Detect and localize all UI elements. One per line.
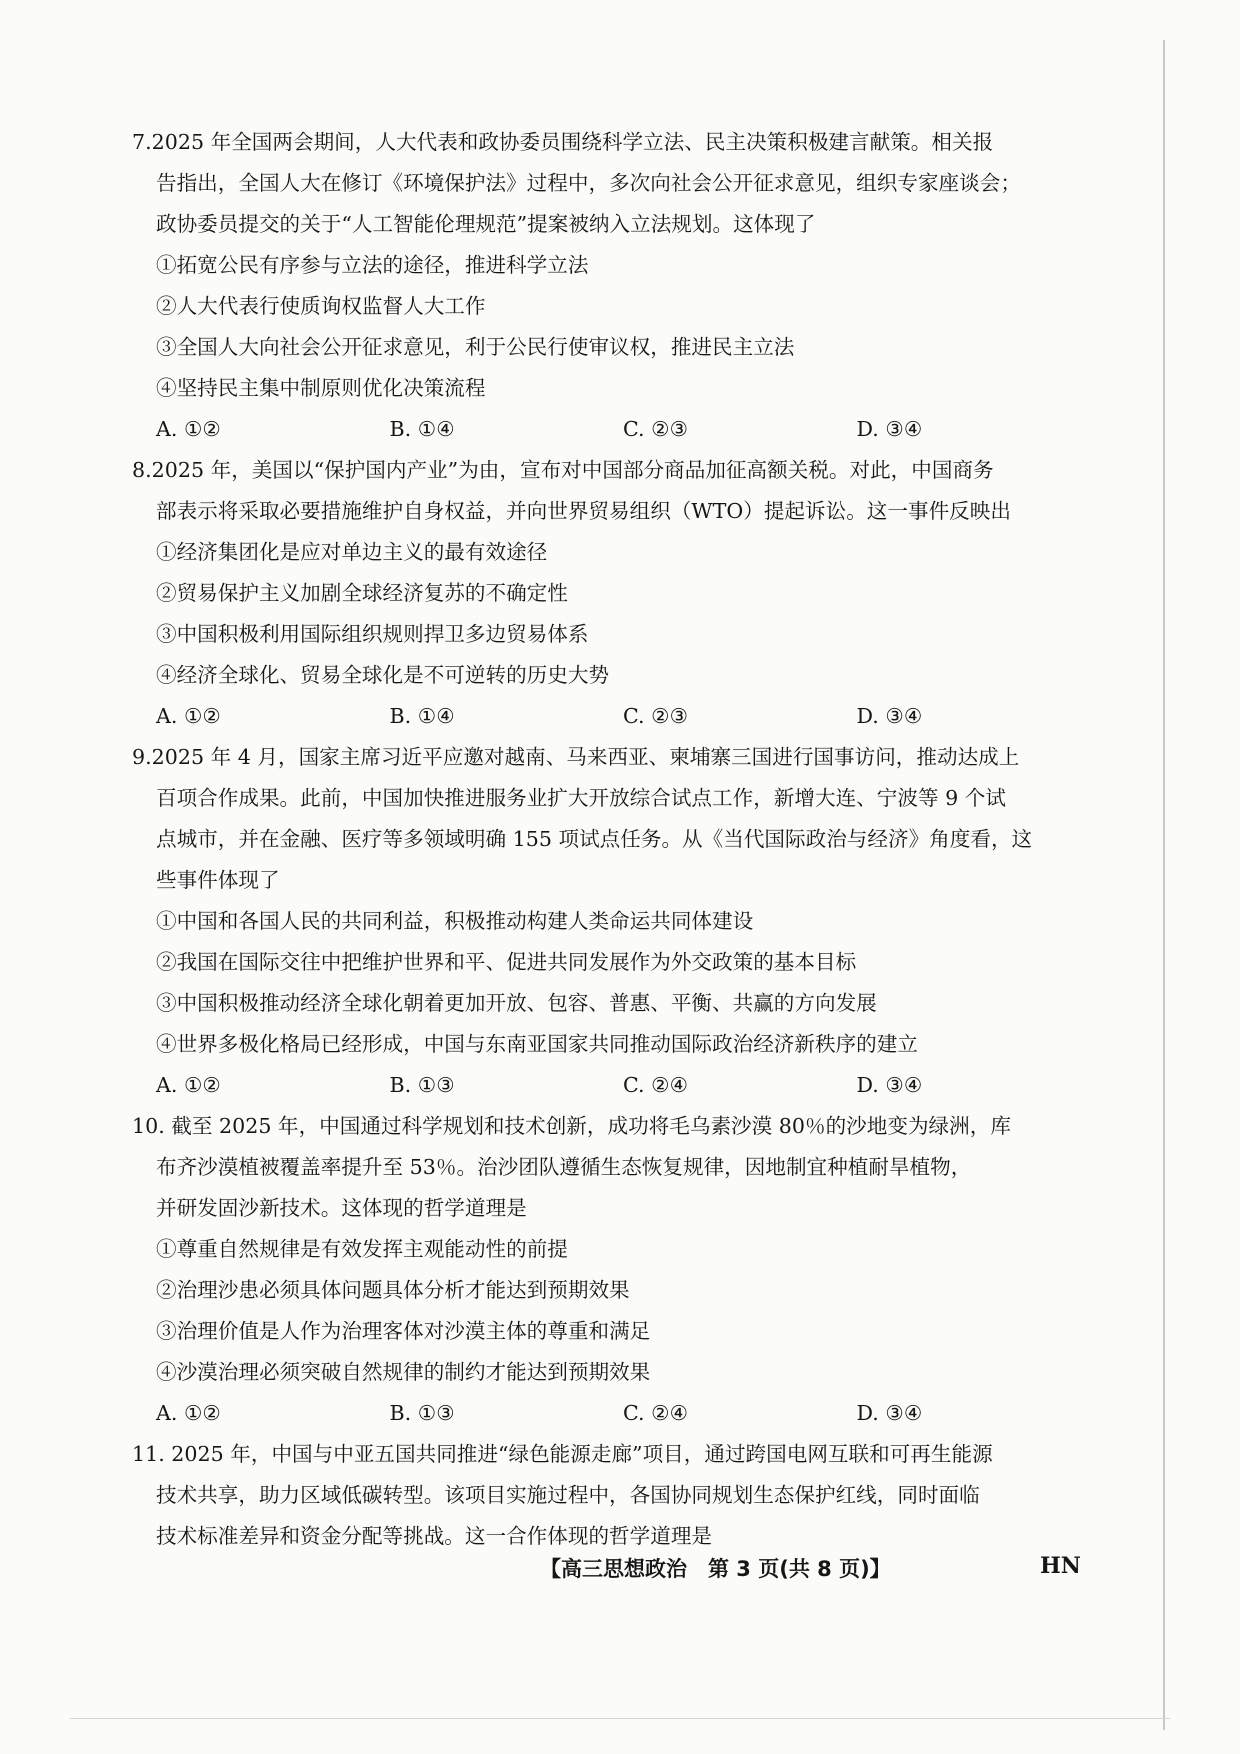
questions-container [132,122,1090,1557]
question-stem [132,122,1090,245]
question-11 [132,1434,1090,1557]
scan-edge-right [1163,40,1165,1730]
question-10 [132,1106,1090,1434]
stem-line: 点城市，并在金融、医疗等多领域明确 155 项试点任务。从《当代国际政治与经济》角度看，这 [156,827,1033,851]
answer-choice[interactable]: C. ②④ [623,1401,689,1425]
answer-choices [132,696,1090,737]
answer-choice[interactable]: C. ②④ [623,1073,689,1097]
scan-edge-bottom [70,1718,1170,1719]
question-stem [132,1434,1090,1557]
stem-line: 9.2025 年 4 月，国家主席习近平应邀对越南、马来西亚、柬埔寨三国进行国事访问，推动达成上 [132,745,1020,769]
statement-option: ④沙漠治理必须突破自然规律的制约才能达到预期效果 [156,1360,651,1384]
question-stem [132,1106,1090,1229]
statement-option: ③中国积极利用国际组织规则捍卫多边贸易体系 [156,622,589,646]
statement-option: ②人大代表行使质询权监督人大工作 [156,294,486,318]
footer-title: 【高三思想政治 第 3 页(共 8 页)】 [540,1557,891,1581]
question-7 [132,122,1090,450]
answer-choice[interactable]: A. ①② [156,1073,221,1097]
stem-line: 部表示将采取必要措施维护自身权益，并向世界贸易组织（WTO）提起诉讼。这一事件反映出 [156,499,1011,523]
answer-choice[interactable]: C. ②③ [623,704,689,728]
statement-option: ②我国在国际交往中把维护世界和平、促进共同发展作为外交政策的基本目标 [156,950,857,974]
answer-choice[interactable]: B. ①③ [389,1401,455,1425]
stem-line: 布齐沙漠植被覆盖率提升至 53％。治沙团队遵循生态恢复规律，因地制宜种植耐旱植物， [156,1155,972,1179]
statement-option: ②贸易保护主义加剧全球经济复苏的不确定性 [156,581,568,605]
stem-line: 些事件体现了 [156,868,280,892]
question-8 [132,450,1090,737]
statement-option: ③全国人大向社会公开征求意见，利于公民行使审议权，推进民主立法 [156,335,795,359]
statement-option: ①尊重自然规律是有效发挥主观能动性的前提 [156,1237,568,1261]
statement-option: ③中国积极推动经济全球化朝着更加开放、包容、普惠、平衡、共赢的方向发展 [156,991,877,1015]
answer-choice[interactable]: C. ②③ [623,417,689,441]
answer-choice[interactable]: B. ①④ [389,704,455,728]
answer-choice[interactable]: B. ①③ [389,1073,455,1097]
stem-line: 技术标准差异和资金分配等挑战。这一合作体现的哲学道理是 [156,1524,713,1548]
stem-line: 政协委员提交的关于“人工智能伦理规范”提案被纳入立法规划。这体现了 [156,212,816,236]
answer-choices [132,1065,1090,1106]
statement-option: ④坚持民主集中制原则优化决策流程 [156,376,486,400]
stem-line: 7.2025 年全国两会期间，人大代表和政协委员围绕科学立法、民主决策积极建言献策。相关报 [132,130,994,154]
question-stem [132,450,1090,532]
answer-choice[interactable]: A. ①② [156,417,221,441]
footer-code: HN [1040,1553,1081,1579]
statement-option: ①中国和各国人民的共同利益，积极推动构建人类命运共同体建设 [156,909,754,933]
stem-line: 10. 截至 2025 年，中国通过科学规划和技术创新，成功将毛乌素沙漠 80％的沙地变为绿洲，库 [132,1114,1011,1138]
statement-option: ①经济集团化是应对单边主义的最有效途径 [156,540,548,564]
answer-choice[interactable]: A. ①② [156,1401,221,1425]
stem-line: 并研发固沙新技术。这体现的哲学道理是 [156,1196,527,1220]
stem-line: 百项合作成果。此前，中国加快推进服务业扩大开放综合试点工作，新增大连、宁波等 9 个试 [156,786,1006,810]
answer-choice[interactable]: A. ①② [156,704,221,728]
answer-choice[interactable]: D. ③④ [856,417,923,441]
answer-choices [132,409,1090,450]
stem-line: 11. 2025 年，中国与中亚五国共同推进“绿色能源走廊”项目，通过跨国电网互联和可再生能源 [132,1442,993,1466]
question-9 [132,737,1090,1106]
answer-choice[interactable]: D. ③④ [856,1401,923,1425]
page-footer [0,1553,1240,1593]
stem-line: 8.2025 年，美国以“保护国内产业”为由，宣布对中国部分商品加征高额关税。对此，中国商务 [132,458,994,482]
statement-option: ④经济全球化、贸易全球化是不可逆转的历史大势 [156,663,610,687]
answer-choice[interactable]: D. ③④ [856,704,923,728]
statement-option: ④世界多极化格局已经形成，中国与东南亚国家共同推动国际政治经济新秩序的建立 [156,1032,918,1056]
answer-choices [132,1393,1090,1434]
statement-option: ①拓宽公民有序参与立法的途径，推进科学立法 [156,253,589,277]
statement-option: ②治理沙患必须具体问题具体分析才能达到预期效果 [156,1278,630,1302]
stem-line: 技术共享，助力区域低碳转型。该项目实施过程中，各国协同规划生态保护红线，同时面临 [156,1483,980,1507]
question-stem [132,737,1090,901]
statement-option: ③治理价值是人作为治理客体对沙漠主体的尊重和满足 [156,1319,651,1343]
stem-line: 告指出，全国人大在修订《环境保护法》过程中，多次向社会公开征求意见，组织专家座谈会； [156,171,1021,195]
answer-choice[interactable]: D. ③④ [856,1073,923,1097]
answer-choice[interactable]: B. ①④ [389,417,455,441]
